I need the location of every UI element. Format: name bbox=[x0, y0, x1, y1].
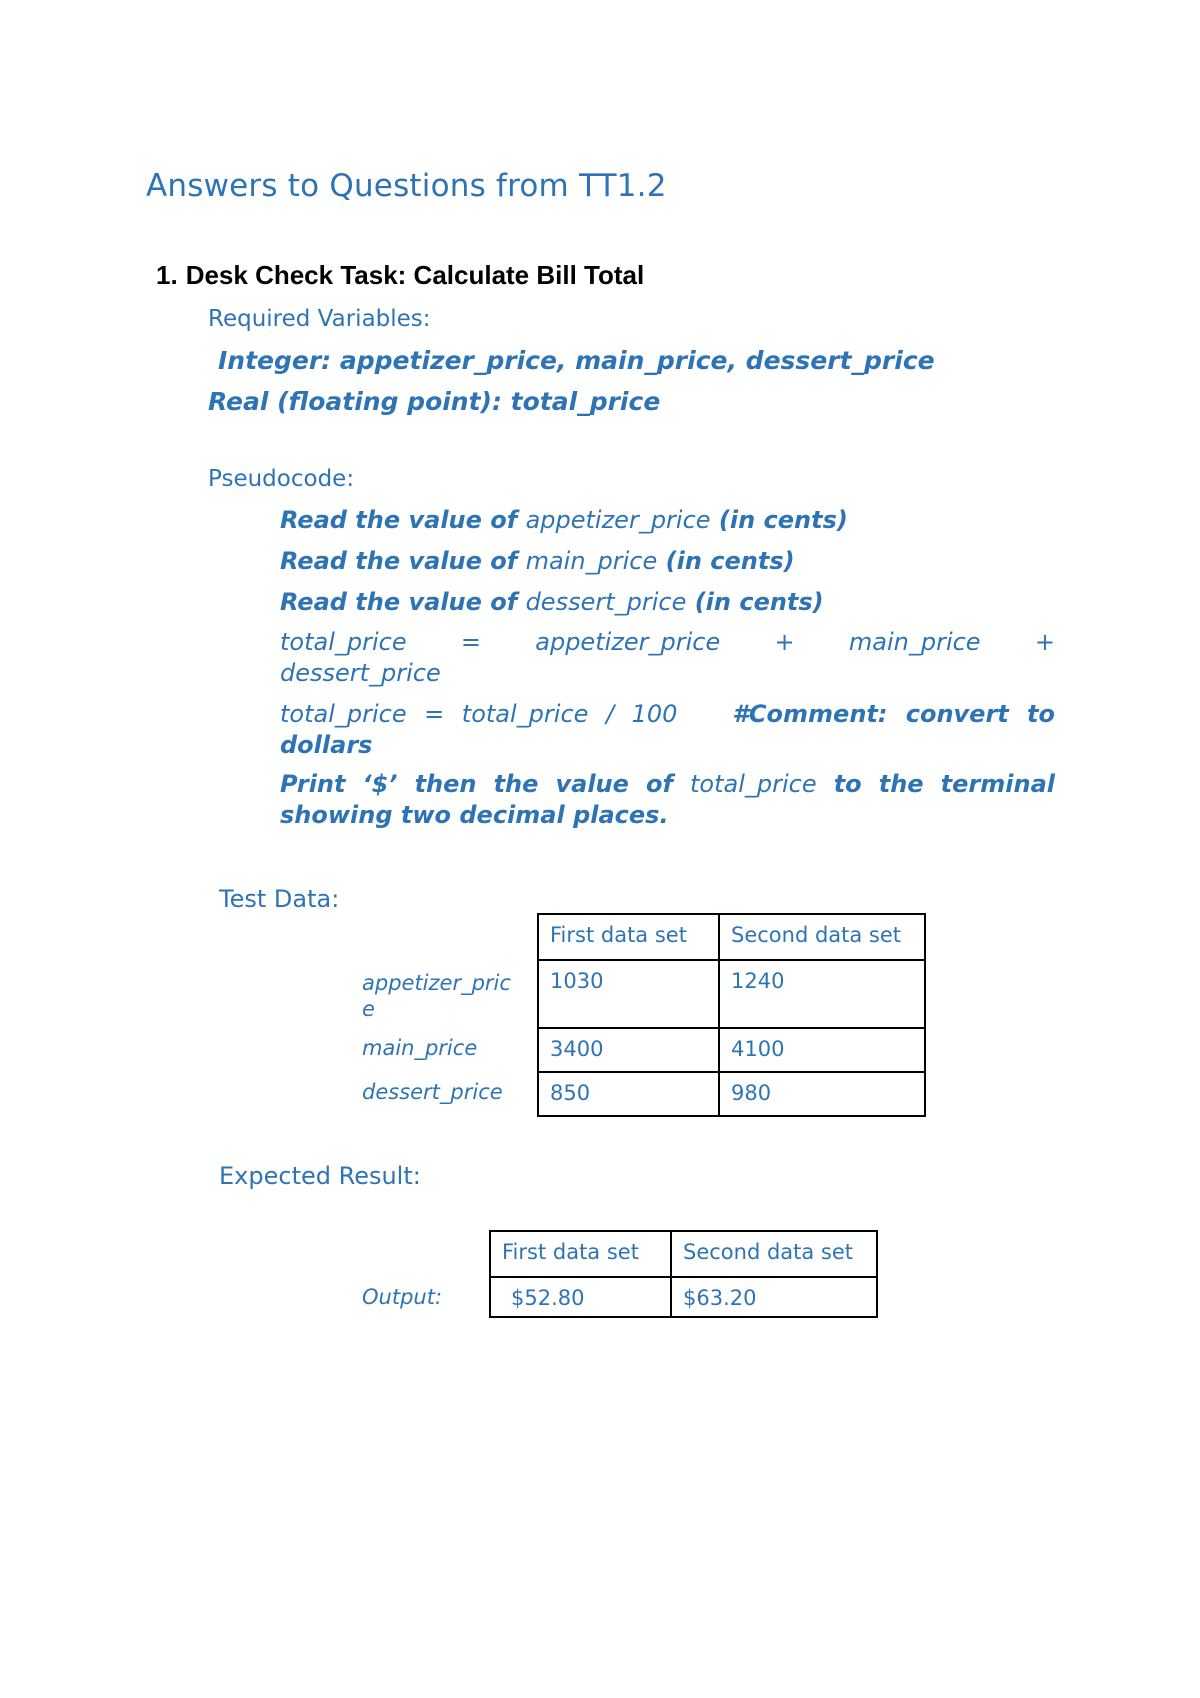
table-cell: 980 bbox=[719, 1072, 925, 1116]
table-cell: 3400 bbox=[538, 1028, 719, 1072]
table-cell: 1240 bbox=[719, 960, 925, 1028]
pseudo-text: to the terminal showing two decimal places. bbox=[280, 770, 1055, 829]
pseudo-sum-continuation: dessert_price bbox=[280, 659, 441, 687]
pseudo-text: Read the value of bbox=[280, 547, 526, 575]
required-variables-label: Required Variables: bbox=[208, 306, 431, 332]
pseudo-read-dessert bbox=[280, 588, 824, 616]
pseudo-token: total_price bbox=[280, 628, 407, 656]
pseudo-text: Read the value of bbox=[280, 588, 526, 616]
pseudo-text: (in cents) bbox=[686, 588, 824, 616]
table-cell: 1030 bbox=[538, 960, 719, 1028]
section-number: 1. bbox=[156, 260, 178, 290]
table-header-cell: Second data set bbox=[671, 1231, 877, 1277]
table-header-row bbox=[362, 1231, 877, 1277]
table-cell: $52.80 bbox=[490, 1277, 671, 1317]
pseudocode-label: Pseudocode: bbox=[208, 466, 355, 492]
pseudo-read-appetizer bbox=[280, 506, 848, 534]
table-row bbox=[362, 1028, 925, 1072]
row-label: main_price bbox=[362, 1036, 478, 1060]
pseudo-token: main_price bbox=[848, 628, 981, 656]
pseudo-var: dessert_price bbox=[525, 588, 687, 616]
integer-declaration: Integer: appetizer_price, main_price, dessert_price bbox=[218, 346, 935, 375]
test-data-label: Test Data: bbox=[219, 885, 340, 913]
row-label: Output: bbox=[362, 1285, 443, 1309]
expected-result-label: Expected Result: bbox=[219, 1162, 421, 1190]
table-corner bbox=[362, 914, 538, 960]
pseudo-convert-line bbox=[280, 699, 1055, 761]
real-declaration: Real (floating point): total_price bbox=[208, 387, 661, 416]
table-row bbox=[362, 1277, 877, 1317]
pseudo-var: total_price bbox=[690, 770, 817, 798]
pseudo-token: + bbox=[774, 628, 795, 656]
pseudo-token: appetizer_price bbox=[535, 628, 721, 656]
table-header-cell: Second data set bbox=[719, 914, 925, 960]
pseudo-text: Read the value of bbox=[280, 506, 526, 534]
table-header-row bbox=[362, 914, 925, 960]
pseudo-sum-line bbox=[280, 628, 1055, 656]
pseudo-var: main_price bbox=[525, 547, 658, 575]
pseudo-token: = bbox=[460, 628, 481, 656]
pseudo-text: (in cents) bbox=[710, 506, 848, 534]
section-heading bbox=[156, 260, 644, 291]
table-cell: 4100 bbox=[719, 1028, 925, 1072]
pseudo-token: + bbox=[1034, 628, 1055, 656]
expected-result-table bbox=[362, 1230, 878, 1318]
table-header-cell: First data set bbox=[538, 914, 719, 960]
table-corner bbox=[362, 1231, 490, 1277]
table-cell: 850 bbox=[538, 1072, 719, 1116]
table-header-cell: First data set bbox=[490, 1231, 671, 1277]
table-row bbox=[362, 1072, 925, 1116]
pseudo-text: Print ‘$’ then the value of bbox=[280, 770, 691, 798]
section-title: Desk Check Task: Calculate Bill Total bbox=[185, 260, 645, 290]
table-cell: $63.20 bbox=[671, 1277, 877, 1317]
table-row bbox=[362, 960, 925, 1028]
row-label: appetizer_price bbox=[362, 971, 511, 1021]
pseudo-print-line bbox=[280, 769, 1055, 831]
pseudo-comment: #Comment: convert to dollars bbox=[280, 700, 1055, 759]
row-label: dessert_price bbox=[362, 1080, 503, 1104]
test-data-table bbox=[362, 913, 926, 1117]
pseudo-var: appetizer_price bbox=[525, 506, 711, 534]
page-title: Answers to Questions from TT1.2 bbox=[146, 168, 667, 204]
pseudo-read-main bbox=[280, 547, 795, 575]
pseudo-text: (in cents) bbox=[657, 547, 795, 575]
pseudo-expression: total_price = total_price / 100 bbox=[280, 700, 678, 728]
